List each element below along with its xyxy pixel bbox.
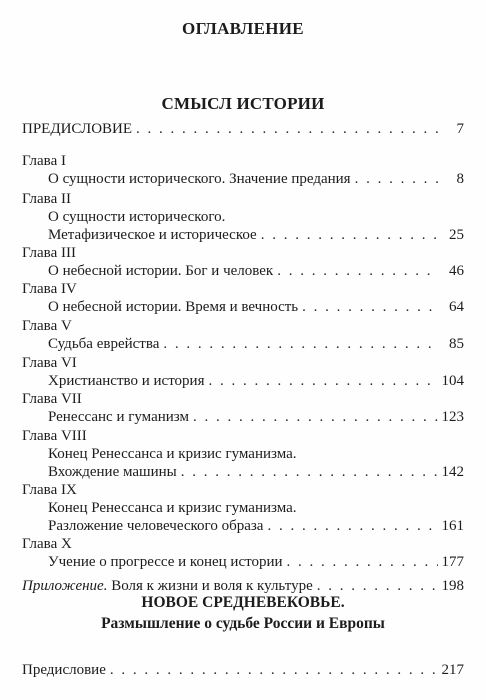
toc-title: ОГЛАВЛЕНИЕ <box>182 19 304 38</box>
dot-leader <box>287 553 438 571</box>
dot-leader <box>181 463 438 481</box>
page-number: 64 <box>449 299 464 315</box>
page-number: 104 <box>441 373 464 389</box>
appendix-title: Воля к жизни и воля к культуре <box>107 578 313 594</box>
part2-subtitle: Размышление о судьбе России и Европы <box>101 615 385 632</box>
dot-leader <box>110 661 438 679</box>
dot-leader <box>208 372 437 390</box>
dot-leader <box>277 262 438 280</box>
page-number: 198 <box>441 578 464 594</box>
dot-leader <box>317 577 438 595</box>
page-number: 8 <box>456 171 464 187</box>
page-number: 25 <box>449 227 464 243</box>
chapter-heading: Глава VI <box>22 355 77 371</box>
entry-label: Вхождение машины <box>48 464 177 480</box>
entry-label: Разложение человеческого образа <box>48 518 264 534</box>
part2-title: НОВОЕ СРЕДНЕВЕКОВЬЕ. <box>141 594 345 611</box>
toc-entry-chapter-7[interactable] <box>48 408 464 426</box>
entry-label: Христианство и история <box>48 373 205 389</box>
entry-label: О небесной истории. Время и вечность <box>48 299 299 315</box>
toc-entry-part2-preface[interactable] <box>22 661 464 679</box>
entry-label-line: Конец Ренессанса и кризис гуманизма. <box>48 500 297 516</box>
dot-leader <box>163 335 438 353</box>
chapter-heading: Глава I <box>22 153 66 169</box>
chapter-heading: Глава VIII <box>22 428 87 444</box>
entry-label: Предисловие <box>22 662 106 678</box>
page-number: 7 <box>456 121 464 137</box>
chapter-heading: Глава IV <box>22 281 77 297</box>
page-number: 217 <box>441 662 464 678</box>
toc-entry-preface[interactable] <box>22 120 464 138</box>
toc-entry-chapter-5[interactable] <box>48 335 464 353</box>
dot-leader <box>355 170 438 188</box>
dot-leader <box>193 408 438 426</box>
toc-entry-chapter-6[interactable] <box>48 372 464 390</box>
dot-leader <box>302 298 438 316</box>
entry-label: О сущности исторического. Значение предания <box>48 171 351 187</box>
chapter-heading: Глава X <box>22 536 72 552</box>
toc-entry-appendix[interactable] <box>22 577 464 595</box>
appendix-prefix: Приложение. <box>22 578 108 594</box>
page-number: 85 <box>449 336 464 352</box>
page-number: 123 <box>441 409 464 425</box>
entry-label-line: О сущности исторического. <box>48 209 226 225</box>
part1-title: СМЫСЛ ИСТОРИИ <box>161 94 325 113</box>
chapter-heading: Глава IX <box>22 482 77 498</box>
toc-entry-chapter-4[interactable] <box>48 298 464 316</box>
entry-label <box>22 577 313 595</box>
page-number: 161 <box>441 518 464 534</box>
page-number: 142 <box>441 464 464 480</box>
toc-entry-chapter-1[interactable] <box>48 170 464 188</box>
entry-label: Учение о прогрессе и конец истории <box>48 554 283 570</box>
chapter-heading: Глава III <box>22 245 76 261</box>
dot-leader <box>136 120 438 138</box>
chapter-heading: Глава V <box>22 318 72 334</box>
toc-entry-chapter-2[interactable] <box>48 226 464 244</box>
chapter-heading: Глава II <box>22 191 71 207</box>
entry-label: О небесной истории. Бог и человек <box>48 263 274 279</box>
toc-entry-chapter-3[interactable] <box>48 262 464 280</box>
entry-label: Метафизическое и историческое <box>48 227 257 243</box>
page-number: 46 <box>449 263 464 279</box>
entry-label: Ренессанс и гуманизм <box>48 409 189 425</box>
dot-leader <box>261 226 438 244</box>
dot-leader <box>267 517 437 535</box>
page-number: 177 <box>441 554 464 570</box>
chapter-heading: Глава VII <box>22 391 82 407</box>
toc-entry-chapter-10[interactable] <box>48 553 464 571</box>
toc-entry-chapter-8[interactable] <box>48 463 464 481</box>
entry-label: Судьба еврейства <box>48 336 160 352</box>
entry-label: ПРЕДИСЛОВИЕ <box>22 121 133 137</box>
entry-label-line: Конец Ренессанса и кризис гуманизма. <box>48 446 297 462</box>
toc-entry-chapter-9[interactable] <box>48 517 464 535</box>
